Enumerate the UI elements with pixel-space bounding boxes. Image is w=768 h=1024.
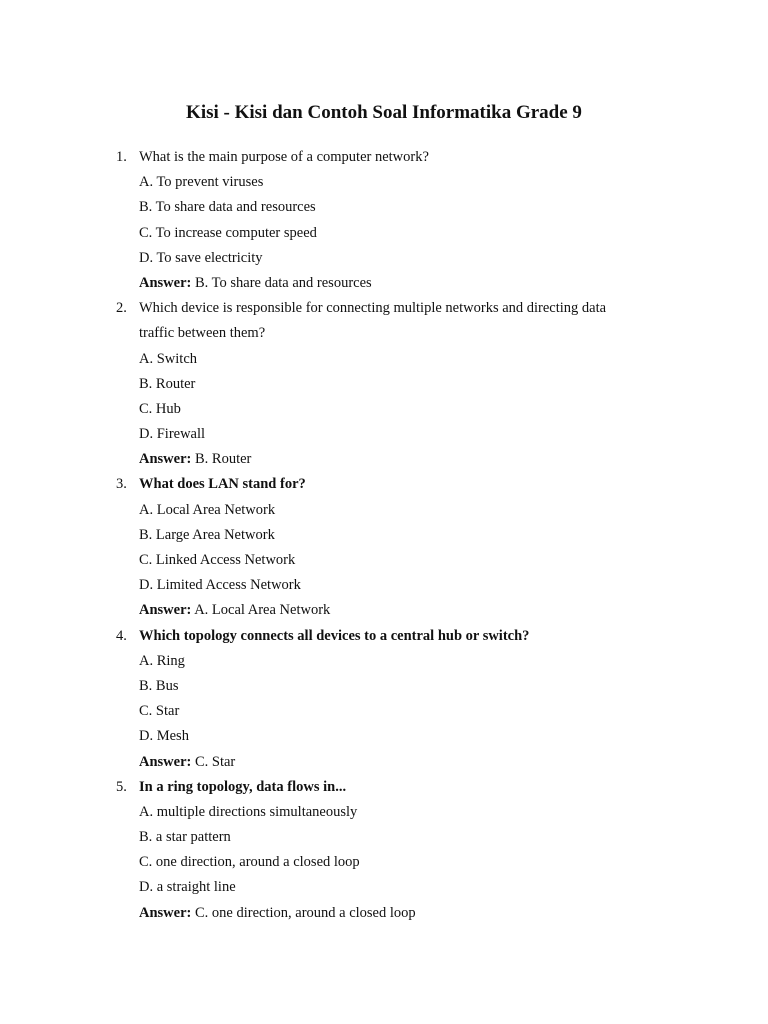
answer-option: C. one direction, around a closed loop [139,854,360,871]
answer-value: A. Local Area Network [194,602,331,619]
question-item [0,472,768,623]
answer-option: C. To increase computer speed [139,224,317,241]
answer-label: Answer: [139,602,192,619]
question-number: 4. [116,627,127,644]
answer-label: Answer: [139,904,192,921]
question-text: Which device is responsible for connecting multiple networks and directing data [139,300,607,317]
answer-option: C. Hub [139,400,181,417]
answer-line [0,598,768,623]
question-item [0,145,768,296]
answer-option: B. a star pattern [139,829,231,846]
answer-line [0,901,768,926]
question-text: Which topology connects all devices to a central hub or switch? [139,627,530,644]
answer-option: D. To save electricity [139,249,263,266]
answer-option: D. Limited Access Network [139,577,301,594]
answer-option: B. To share data and resources [139,199,316,216]
answer-option: D. Firewall [139,426,206,443]
answer-label: Answer: [139,274,192,291]
question-text: traffic between them? [139,325,266,342]
answer-line [0,271,768,296]
answer-option: A. Switch [139,350,197,367]
answer-value: C. Star [194,753,236,770]
answer-option: D. Mesh [139,728,189,745]
answer-option: A. multiple directions simultaneously [139,803,358,820]
answer-option: D. a straight line [139,879,236,896]
answer-line [0,447,768,472]
answer-option: A. To prevent viruses [139,174,264,191]
answer-value: C. one direction, around a closed loop [194,904,416,921]
question-item [0,624,768,775]
question-text: What is the main purpose of a computer network? [139,149,429,165]
answer-label: Answer: [139,451,192,468]
answer-option: C. Star [139,703,180,720]
question-item [0,296,768,472]
answer-label: Answer: [139,753,192,770]
question-text: What does LAN stand for? [139,476,306,493]
question-number: 5. [116,778,127,795]
question-list [0,145,768,926]
question-item [0,775,768,926]
answer-option: B. Large Area Network [139,526,275,543]
answer-value: B. To share data and resources [194,274,372,291]
answer-option: A. Ring [139,652,185,669]
question-number: 3. [116,476,127,493]
answer-line [0,750,768,775]
answer-option: C. Linked Access Network [139,552,296,568]
question-number: 1. [116,149,127,165]
question-text: In a ring topology, data flows in... [139,778,347,795]
answer-value: B. Router [194,451,252,468]
answer-option: B. Bus [139,677,179,694]
page-title: Kisi - Kisi dan Contoh Soal Informatika Grade 9 [186,102,582,123]
answer-option: B. Router [139,375,196,392]
question-number: 2. [116,300,127,317]
answer-option: A. Local Area Network [139,501,276,518]
